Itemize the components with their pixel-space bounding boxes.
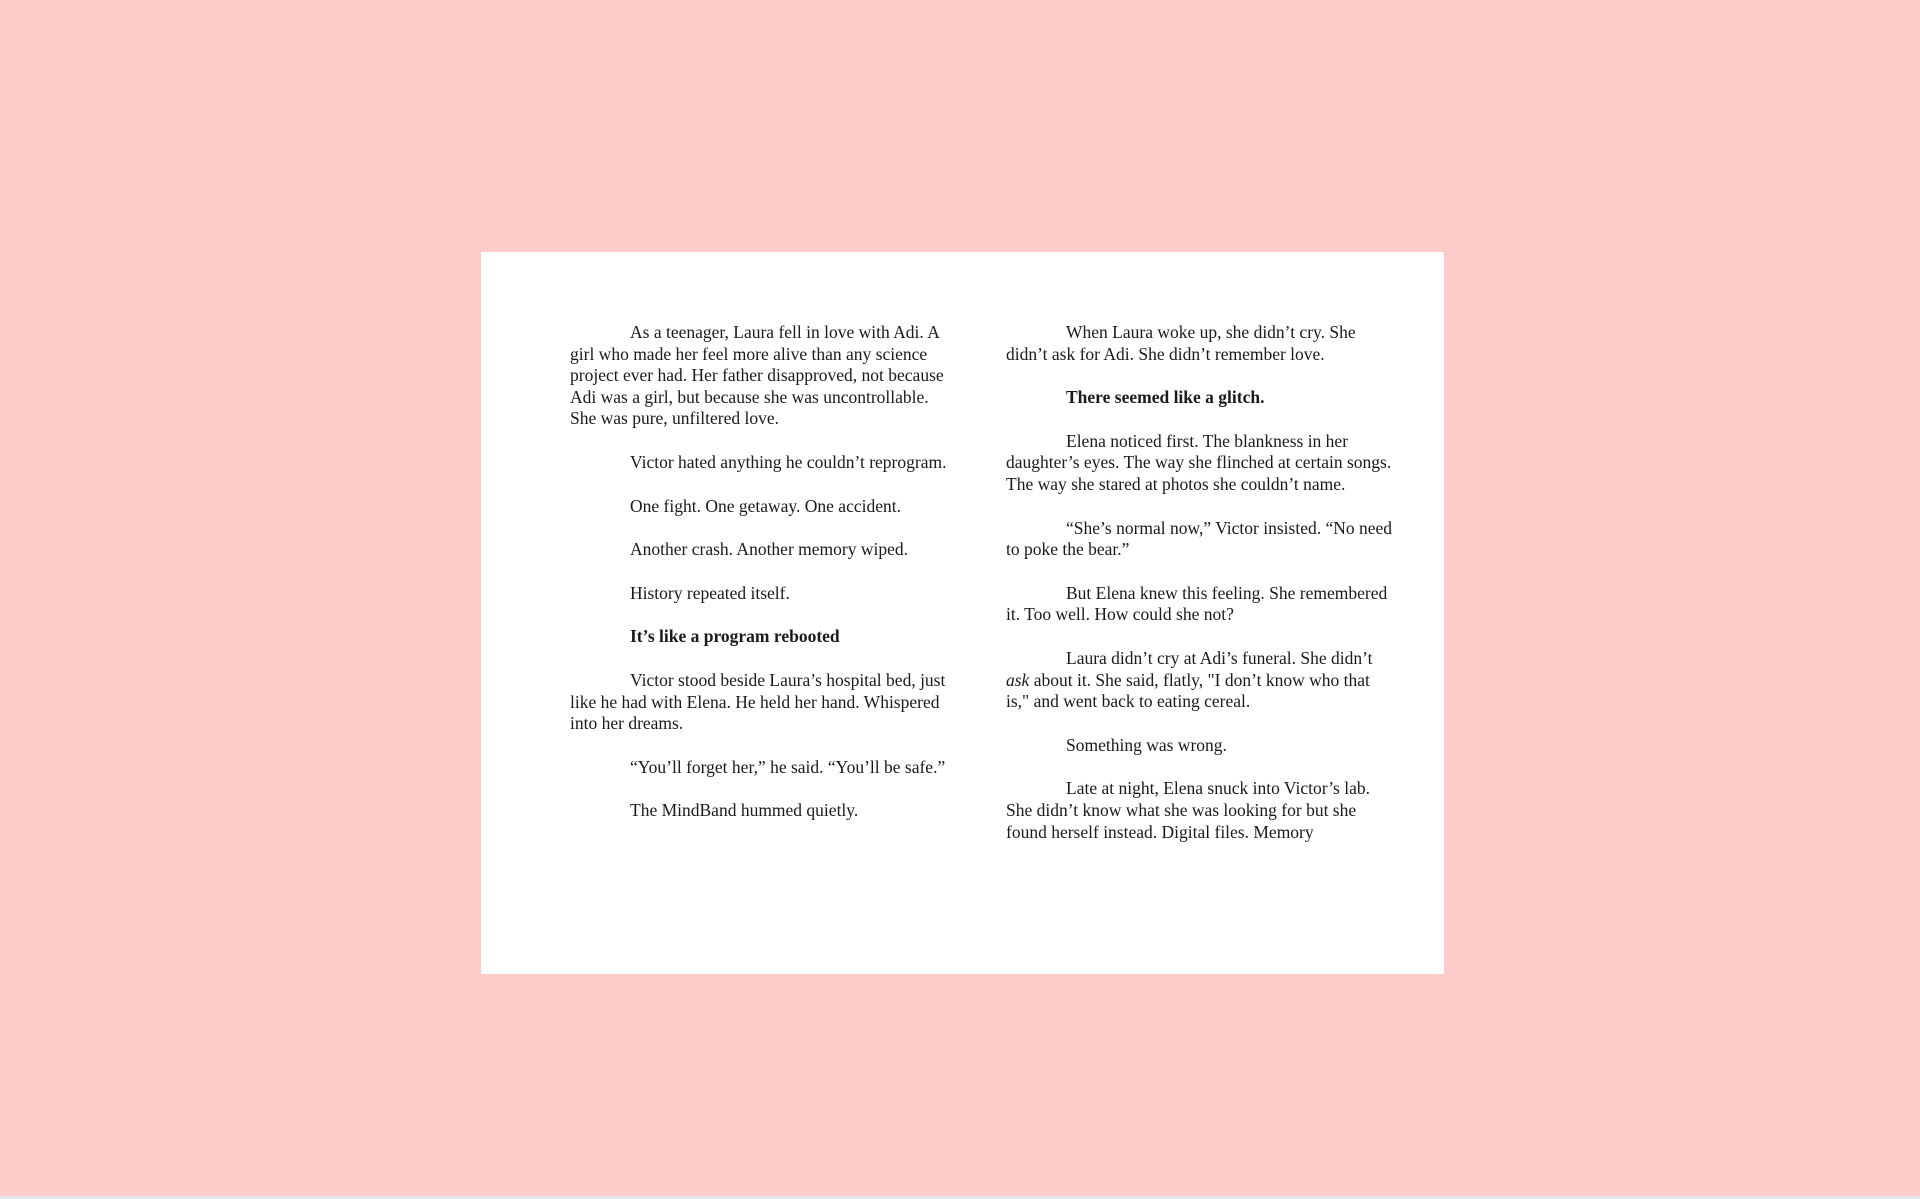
paragraph: Victor stood beside Laura’s hospital bed, just like he had with Elena. He held her hand. Whispered into her dreams. [570,669,946,734]
paragraph: When Laura woke up, she didn’t cry. She didn’t ask for Adi. She didn’t remember love. [1006,322,1356,364]
left-column [570,322,956,844]
section-heading: There seemed like a glitch. [1066,387,1265,408]
paragraph-text-after: about it. She said, flatly, "I don’t know who that is," and went back to eating cereal. [1006,669,1370,712]
paragraph: Late at night, Elena snuck into Victor’s lab. She didn’t know what she was looking for but she found herself instead. Digital files. Memory [1006,778,1370,842]
section-heading: It’s like a program rebooted [630,626,840,647]
paragraph: “She’s normal now,” Victor insisted. “No need to poke the bear.” [1006,517,1393,560]
paragraph: One fight. One getaway. One accident. [630,495,901,516]
paragraph-text-before: Laura didn’t cry at Adi’s funeral. She didn’t [1066,647,1373,668]
paragraph: But Elena knew this feeling. She remembered it. Too well. How could she not? [1006,582,1388,625]
paragraph: As a teenager, Laura fell in love with Adi. A girl who made her feel more alive than any science project ever had. Her father disapproved, not because Adi was a girl, but because she was uncontrollable. She was pure, unfiltered love. [570,322,944,429]
right-column [1006,322,1394,865]
paragraph: The MindBand hummed quietly. [630,800,859,821]
paragraph: Another crash. Another memory wiped. [630,539,908,560]
paragraph: History repeated itself. [630,582,790,603]
paragraph: “You’ll forget her,” he said. “You’ll be safe.” [630,756,946,777]
paragraph-with-emphasis [1006,648,1394,713]
paragraph: Elena noticed first. The blankness in her daughter’s eyes. The way she flinched at certain songs. The way she stared at photos she couldn’t name. [1006,430,1392,494]
document-page [481,252,1444,974]
emphasized-word: ask [1006,669,1030,690]
paragraph: Victor hated anything he couldn’t reprogram. [630,451,947,472]
paragraph: Something was wrong. [1066,734,1227,755]
